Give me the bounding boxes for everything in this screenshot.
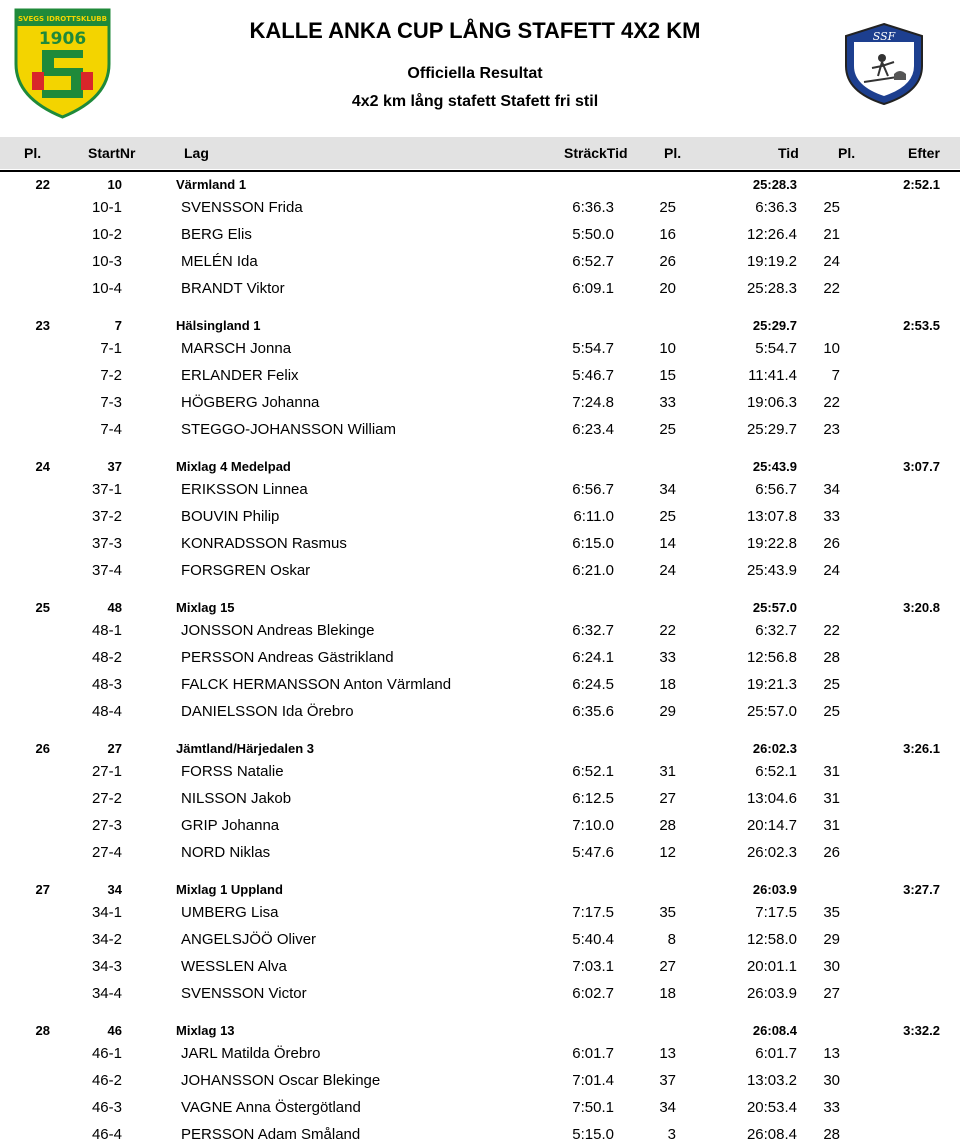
leg-total-time: 12:26.4 xyxy=(746,226,797,243)
team-row xyxy=(0,1023,960,1041)
leg-nr: 34-1 xyxy=(91,904,122,921)
leg-nr: 48-3 xyxy=(91,676,122,693)
logo-year: 1906 xyxy=(38,29,87,49)
leg-time: 6:52.7 xyxy=(572,253,614,270)
leg-nr: 48-1 xyxy=(91,622,122,639)
leg-row xyxy=(0,280,960,300)
team-behind: 3:32.2 xyxy=(903,1023,940,1038)
team-place: 23 xyxy=(35,318,50,333)
leg-place: 25 xyxy=(659,199,676,216)
leg-runner: MELÉN Ida xyxy=(181,253,258,270)
leg-nr: 37-1 xyxy=(91,481,122,498)
team-row xyxy=(0,318,960,336)
leg-place: 25 xyxy=(659,508,676,525)
team-row xyxy=(0,459,960,477)
leg-row xyxy=(0,253,960,273)
team-time: 26:03.9 xyxy=(752,882,797,897)
team-behind: 3:20.8 xyxy=(903,600,940,615)
leg-runner: PERSSON Andreas Gästrikland xyxy=(181,649,394,666)
leg-time: 6:11.0 xyxy=(573,508,614,525)
leg-row xyxy=(0,199,960,219)
leg-total-place: 10 xyxy=(823,340,840,357)
team-behind: 3:07.7 xyxy=(903,459,940,474)
leg-time: 7:10.0 xyxy=(572,817,614,834)
team-place: 25 xyxy=(35,600,50,615)
team-name: Värmland 1 xyxy=(176,177,247,192)
leg-row xyxy=(0,931,960,951)
leg-total-time: 19:06.3 xyxy=(746,394,797,411)
team-behind: 3:27.7 xyxy=(903,882,940,897)
leg-runner: VAGNE Anna Östergötland xyxy=(181,1099,361,1116)
leg-place: 37 xyxy=(659,1072,676,1089)
team-name: Mixlag 13 xyxy=(176,1023,235,1038)
team-behind: 2:52.1 xyxy=(903,177,940,192)
leg-runner: BOUVIN Philip xyxy=(181,508,280,525)
leg-time: 5:15.0 xyxy=(572,1126,614,1143)
leg-time: 5:47.6 xyxy=(572,844,614,861)
leg-time: 6:02.7 xyxy=(572,985,614,1002)
leg-total-place: 28 xyxy=(823,1126,840,1143)
leg-runner: FORSGREN Oskar xyxy=(181,562,311,579)
leg-nr: 7-3 xyxy=(100,394,122,411)
leg-time: 6:36.3 xyxy=(572,199,614,216)
event-name: 4x2 km lång stafett Stafett fri stil xyxy=(351,93,599,110)
team-behind: 3:26.1 xyxy=(903,741,940,756)
leg-total-place: 21 xyxy=(823,226,840,243)
leg-total-time: 20:14.7 xyxy=(746,817,797,834)
leg-total-time: 20:53.4 xyxy=(746,1099,797,1116)
leg-runner: UMBERG Lisa xyxy=(181,904,279,921)
leg-total-time: 11:41.4 xyxy=(748,367,797,384)
leg-nr: 27-3 xyxy=(91,817,122,834)
leg-place: 27 xyxy=(659,958,676,975)
leg-place: 24 xyxy=(659,562,676,579)
leg-total-place: 24 xyxy=(823,253,840,270)
leg-time: 7:50.1 xyxy=(572,1099,614,1116)
leg-total-time: 19:21.3 xyxy=(746,676,797,693)
leg-runner: GRIP Johanna xyxy=(181,817,280,834)
leg-row xyxy=(0,562,960,582)
leg-place: 20 xyxy=(659,280,676,297)
col-total-time: Tid xyxy=(778,145,799,161)
leg-nr: 34-2 xyxy=(91,931,122,948)
leg-time: 6:56.7 xyxy=(572,481,614,498)
leg-place: 34 xyxy=(659,1099,676,1116)
leg-total-place: 33 xyxy=(823,1099,840,1116)
leg-place: 18 xyxy=(659,985,676,1002)
team-place: 22 xyxy=(35,177,50,192)
leg-total-place: 13 xyxy=(823,1045,840,1062)
leg-nr: 34-3 xyxy=(91,958,122,975)
leg-row xyxy=(0,703,960,723)
leg-place: 35 xyxy=(659,904,676,921)
leg-time: 6:21.0 xyxy=(572,562,614,579)
leg-row xyxy=(0,790,960,810)
leg-total-place: 30 xyxy=(823,958,840,975)
leg-total-time: 5:54.7 xyxy=(755,340,797,357)
leg-place: 29 xyxy=(659,703,676,720)
leg-time: 5:40.4 xyxy=(572,931,614,948)
leg-nr: 7-4 xyxy=(100,421,122,438)
leg-total-place: 7 xyxy=(831,367,840,384)
leg-runner: BERG Elis xyxy=(181,226,252,243)
team-name: Hälsingland 1 xyxy=(176,318,261,333)
leg-place: 15 xyxy=(659,367,676,384)
leg-runner: JOHANSSON Oscar Blekinge xyxy=(181,1072,381,1089)
leg-place: 22 xyxy=(659,622,676,639)
leg-total-place: 31 xyxy=(823,817,840,834)
leg-runner: PERSSON Adam Småland xyxy=(181,1126,361,1143)
team-time: 25:29.7 xyxy=(752,318,797,333)
leg-row xyxy=(0,649,960,669)
col-leg-place: Pl. xyxy=(664,145,682,161)
team-row xyxy=(0,882,960,900)
leg-nr: 37-4 xyxy=(91,562,122,579)
leg-place: 25 xyxy=(659,421,676,438)
logo-ssf-letters: SSF xyxy=(872,30,896,43)
leg-place: 10 xyxy=(659,340,676,357)
leg-time: 6:52.1 xyxy=(572,763,614,780)
leg-total-place: 28 xyxy=(823,649,840,666)
team-startnr: 27 xyxy=(107,741,122,756)
leg-total-time: 13:04.6 xyxy=(746,790,797,807)
leg-runner: FALCK HERMANSSON Anton Värmland xyxy=(181,676,452,693)
leg-place: 31 xyxy=(659,763,676,780)
leg-place: 26 xyxy=(659,253,676,270)
team-name: Mixlag 1 Uppland xyxy=(176,882,283,897)
leg-total-place: 22 xyxy=(823,622,840,639)
team-time: 25:57.0 xyxy=(752,600,797,615)
team-startnr: 7 xyxy=(114,318,122,333)
leg-nr: 48-4 xyxy=(91,703,122,720)
leg-runner: BRANDT Viktor xyxy=(181,280,285,297)
leg-total-time: 25:28.3 xyxy=(746,280,797,297)
leg-runner: JARL Matilda Örebro xyxy=(181,1045,321,1062)
leg-time: 6:01.7 xyxy=(572,1045,614,1062)
leg-place: 13 xyxy=(659,1045,676,1062)
leg-runner: ANGELSJÖÖ Oliver xyxy=(181,931,317,948)
team-row xyxy=(0,741,960,759)
leg-nr: 27-4 xyxy=(91,844,122,861)
team-place: 26 xyxy=(35,741,50,756)
team-name: Mixlag 4 Medelpad xyxy=(176,459,291,474)
leg-runner: SVENSSON Frida xyxy=(181,199,303,216)
leg-total-time: 12:58.0 xyxy=(746,931,797,948)
leg-runner: MARSCH Jonna xyxy=(181,340,292,357)
team-startnr: 46 xyxy=(107,1023,122,1038)
leg-runner: WESSLEN Alva xyxy=(181,958,287,975)
leg-row xyxy=(0,535,960,555)
leg-total-time: 12:56.8 xyxy=(746,649,797,666)
leg-runner: ERIKSSON Linnea xyxy=(181,481,308,498)
leg-total-place: 30 xyxy=(823,1072,840,1089)
leg-nr: 46-3 xyxy=(91,1099,122,1116)
leg-total-time: 19:22.8 xyxy=(746,535,797,552)
page-subtitle: Officiella Resultat xyxy=(407,65,543,82)
leg-total-place: 35 xyxy=(823,904,840,921)
leg-place: 33 xyxy=(659,649,676,666)
leg-runner: HÖGBERG Johanna xyxy=(181,394,320,411)
leg-place: 3 xyxy=(667,1126,676,1143)
leg-total-time: 20:01.1 xyxy=(746,958,797,975)
leg-row xyxy=(0,394,960,414)
team-time: 26:08.4 xyxy=(752,1023,797,1038)
leg-row xyxy=(0,622,960,642)
leg-time: 6:24.1 xyxy=(572,649,614,666)
leg-total-place: 31 xyxy=(823,790,840,807)
leg-time: 7:17.5 xyxy=(572,904,614,921)
leg-total-place: 22 xyxy=(823,394,840,411)
leg-time: 5:50.0 xyxy=(572,226,614,243)
leg-total-place: 25 xyxy=(823,676,840,693)
leg-nr: 46-1 xyxy=(91,1045,122,1062)
col-leg-time: SträckTid xyxy=(564,145,628,161)
leg-total-place: 22 xyxy=(823,280,840,297)
leg-runner: FORSS Natalie xyxy=(181,763,284,780)
leg-total-place: 31 xyxy=(823,763,840,780)
leg-row xyxy=(0,817,960,837)
team-place: 24 xyxy=(35,459,50,474)
page-title: KALLE ANKA CUP LÅNG STAFETT 4X2 KM xyxy=(249,18,701,43)
col-total-place: Pl. xyxy=(838,145,856,161)
leg-total-place: 26 xyxy=(823,535,840,552)
leg-time: 7:03.1 xyxy=(572,958,614,975)
leg-time: 6:15.0 xyxy=(572,535,614,552)
team-startnr: 10 xyxy=(107,177,122,192)
leg-nr: 34-4 xyxy=(91,985,122,1002)
leg-total-time: 25:57.0 xyxy=(746,703,797,720)
leg-time: 5:46.7 xyxy=(572,367,614,384)
leg-row xyxy=(0,676,960,696)
leg-total-time: 26:03.9 xyxy=(746,985,797,1002)
leg-total-time: 7:17.5 xyxy=(755,904,797,921)
leg-runner: NORD Niklas xyxy=(181,844,271,861)
leg-place: 14 xyxy=(659,535,676,552)
col-place: Pl. xyxy=(24,145,42,161)
leg-row xyxy=(0,508,960,528)
team-startnr: 37 xyxy=(107,459,122,474)
col-team: Lag xyxy=(184,145,209,161)
leg-total-place: 29 xyxy=(823,931,840,948)
leg-total-place: 34 xyxy=(823,481,840,498)
team-name: Jämtland/Härjedalen 3 xyxy=(176,741,314,756)
leg-nr: 10-4 xyxy=(91,280,122,297)
leg-total-time: 6:56.7 xyxy=(755,481,797,498)
leg-place: 28 xyxy=(659,817,676,834)
leg-total-place: 24 xyxy=(823,562,840,579)
leg-row xyxy=(0,421,960,441)
leg-row xyxy=(0,844,960,864)
leg-nr: 37-2 xyxy=(91,508,122,525)
col-behind: Efter xyxy=(908,145,940,161)
leg-row xyxy=(0,985,960,1005)
leg-runner: STEGGO-JOHANSSON William xyxy=(181,421,397,438)
leg-nr: 46-2 xyxy=(91,1072,122,1089)
leg-total-time: 6:01.7 xyxy=(755,1045,797,1062)
leg-runner: DANIELSSON Ida Örebro xyxy=(181,703,354,720)
leg-total-place: 23 xyxy=(823,421,840,438)
leg-nr: 10-2 xyxy=(91,226,122,243)
leg-total-place: 26 xyxy=(823,844,840,861)
team-place: 28 xyxy=(35,1023,50,1038)
leg-nr: 46-4 xyxy=(91,1126,122,1143)
leg-nr: 27-1 xyxy=(91,763,122,780)
leg-total-time: 6:36.3 xyxy=(755,199,797,216)
leg-time: 6:24.5 xyxy=(572,676,614,693)
leg-row xyxy=(0,367,960,387)
leg-nr: 37-3 xyxy=(91,535,122,552)
team-startnr: 34 xyxy=(107,882,122,897)
leg-total-time: 26:08.4 xyxy=(746,1126,797,1143)
column-header-bar xyxy=(0,137,960,169)
leg-total-time: 6:32.7 xyxy=(755,622,797,639)
team-startnr: 48 xyxy=(107,600,122,615)
leg-place: 34 xyxy=(659,481,676,498)
leg-nr: 7-2 xyxy=(100,367,122,384)
leg-place: 27 xyxy=(659,790,676,807)
team-row xyxy=(0,177,960,195)
team-behind: 2:53.5 xyxy=(903,318,940,333)
leg-total-place: 25 xyxy=(823,703,840,720)
leg-total-time: 13:03.2 xyxy=(746,1072,797,1089)
leg-total-place: 25 xyxy=(823,199,840,216)
leg-row xyxy=(0,1045,960,1065)
leg-total-time: 25:29.7 xyxy=(746,421,797,438)
leg-nr: 48-2 xyxy=(91,649,122,666)
col-startnr: StartNr xyxy=(88,145,136,161)
leg-runner: NILSSON Jakob xyxy=(181,790,292,807)
leg-total-place: 33 xyxy=(823,508,840,525)
leg-row xyxy=(0,481,960,501)
leg-time: 6:32.7 xyxy=(572,622,614,639)
logo-club-name: SVEGS IDROTTSKLUBB xyxy=(18,15,107,23)
leg-nr: 27-2 xyxy=(91,790,122,807)
leg-place: 12 xyxy=(659,844,676,861)
leg-runner: KONRADSSON Rasmus xyxy=(181,535,347,552)
leg-time: 6:12.5 xyxy=(572,790,614,807)
team-place: 27 xyxy=(35,882,50,897)
team-time: 25:43.9 xyxy=(752,459,797,474)
leg-place: 18 xyxy=(659,676,676,693)
leg-total-time: 6:52.1 xyxy=(755,763,797,780)
team-time: 25:28.3 xyxy=(752,177,797,192)
leg-row xyxy=(0,1126,960,1146)
leg-nr: 10-1 xyxy=(91,199,122,216)
leg-place: 33 xyxy=(659,394,676,411)
team-time: 26:02.3 xyxy=(752,741,797,756)
page-header xyxy=(0,0,960,130)
header-rule xyxy=(0,170,960,172)
leg-time: 7:24.8 xyxy=(572,394,614,411)
leg-total-time: 25:43.9 xyxy=(746,562,797,579)
leg-row xyxy=(0,904,960,924)
leg-nr: 10-3 xyxy=(91,253,122,270)
leg-place: 8 xyxy=(667,931,676,948)
leg-time: 6:23.4 xyxy=(572,421,614,438)
leg-row xyxy=(0,1099,960,1119)
leg-runner: ERLANDER Felix xyxy=(181,367,299,384)
leg-row xyxy=(0,1072,960,1092)
leg-row xyxy=(0,958,960,978)
leg-row xyxy=(0,763,960,783)
leg-row xyxy=(0,340,960,360)
leg-time: 5:54.7 xyxy=(572,340,614,357)
leg-total-place: 27 xyxy=(823,985,840,1002)
leg-place: 16 xyxy=(659,226,676,243)
federation-logo xyxy=(842,22,926,106)
leg-time: 6:09.1 xyxy=(572,280,614,297)
leg-nr: 7-1 xyxy=(100,340,122,357)
leg-time: 7:01.4 xyxy=(572,1072,614,1089)
leg-total-time: 19:19.2 xyxy=(746,253,797,270)
team-name: Mixlag 15 xyxy=(176,600,235,615)
leg-row xyxy=(0,226,960,246)
leg-total-time: 13:07.8 xyxy=(746,508,797,525)
leg-runner: SVENSSON Victor xyxy=(181,985,307,1002)
leg-total-time: 26:02.3 xyxy=(746,844,797,861)
leg-runner: JONSSON Andreas Blekinge xyxy=(181,622,375,639)
leg-time: 6:35.6 xyxy=(572,703,614,720)
team-row xyxy=(0,600,960,618)
